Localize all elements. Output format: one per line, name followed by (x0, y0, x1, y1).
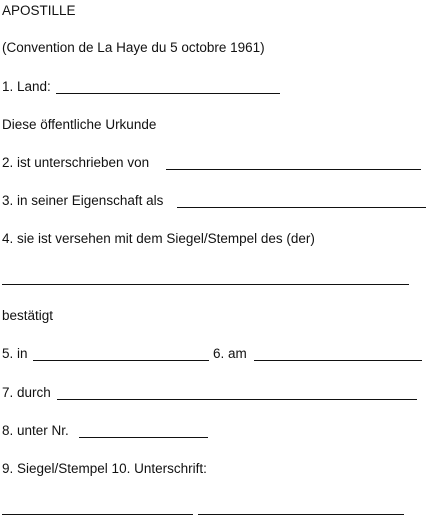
form-title: APOSTILLE (2, 3, 76, 18)
signed-by-label: 2. ist unterschrieben von (2, 155, 150, 170)
signed-by-field[interactable] (166, 169, 421, 170)
certified-label: bestätigt (2, 308, 54, 323)
seal-signature-label: 9. Siegel/Stempel 10. Unterschrift: (2, 461, 207, 476)
capacity-field[interactable] (177, 207, 426, 208)
land-field[interactable] (56, 93, 280, 94)
seal-field[interactable] (2, 514, 193, 515)
place-field[interactable] (33, 360, 209, 361)
by-label: 7. durch (2, 385, 51, 400)
place-label: 5. in (2, 346, 28, 361)
date-label: 6. am (213, 346, 247, 361)
document-intro: Diese öffentliche Urkunde (2, 117, 157, 132)
capacity-label: 3. in seiner Eigenschaft als (2, 193, 164, 208)
date-field[interactable] (254, 360, 422, 361)
signature-field[interactable] (198, 514, 404, 515)
seal-authority-field[interactable] (2, 284, 409, 285)
number-label: 8. unter Nr. (2, 423, 69, 438)
land-label: 1. Land: (2, 79, 51, 94)
seal-label: 4. sie ist versehen mit dem Siegel/Stempel des (der) (2, 231, 315, 246)
number-field[interactable] (79, 437, 208, 438)
by-field[interactable] (57, 399, 417, 400)
convention-subtitle: (Convention de La Haye du 5 octobre 1961) (2, 40, 265, 55)
